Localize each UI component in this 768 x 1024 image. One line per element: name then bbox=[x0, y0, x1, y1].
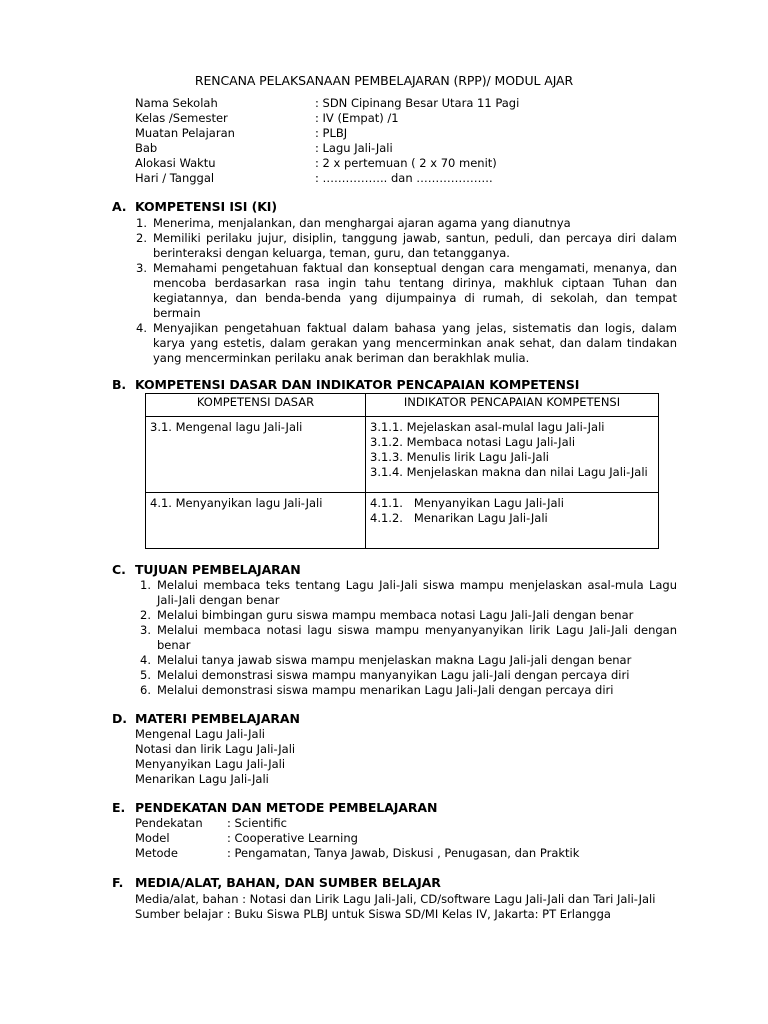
materi-item: Notasi dan lirik Lagu Jali-Jali bbox=[135, 742, 296, 756]
media-block bbox=[135, 892, 677, 922]
identity-value: : SDN Cipinang Besar Utara 11 Pagi bbox=[315, 96, 520, 110]
identity-label: Hari / Tanggal bbox=[135, 171, 215, 185]
pendekatan-label: Metode bbox=[135, 846, 178, 860]
indicator-cell bbox=[366, 417, 659, 493]
list-item bbox=[136, 321, 677, 366]
section-title: MATERI PEMBELAJARAN bbox=[135, 711, 300, 726]
list-item bbox=[140, 683, 677, 698]
list-text: Menerima, menjalankan, dan menghargai ajaran agama yang dianutnya bbox=[153, 216, 571, 230]
identity-label: Kelas /Semester bbox=[135, 111, 228, 125]
materi-list bbox=[135, 727, 295, 787]
pendekatan-value: : Scientific bbox=[227, 816, 287, 830]
document-title: RENCANA PELAKSANAAN PEMBELAJARAN (RPP)/ MODUL AJAR bbox=[194, 73, 574, 88]
materi-item: Menyanyikan Lagu Jali-Jali bbox=[135, 757, 286, 771]
pendekatan-label: Pendekatan bbox=[135, 816, 203, 830]
section-title: PENDEKATAN DAN METODE PEMBELAJARAN bbox=[135, 800, 438, 815]
list-number: 1. bbox=[136, 216, 147, 230]
section-letter: E. bbox=[112, 800, 126, 815]
identity-label: Alokasi Waktu bbox=[135, 156, 216, 170]
indicator-item: 4.1.2. Menarikan Lagu Jali-Jali bbox=[370, 511, 548, 525]
list-text: Menyajikan pengetahuan faktual dalam bahasa yang jelas, sistematis dan logis, dalam karya yang estetis, dalam gerakan yang mencerminkan anak sehat, dan dalam tindakan yang mencerminkan perilaku anak beriman dan berakhlak mulia. bbox=[153, 321, 677, 365]
list-text: Melalui bimbingan guru siswa mampu membaca notasi Lagu Jali-Jali dengan benar bbox=[157, 608, 634, 622]
identity-value: : PLBJ bbox=[315, 126, 348, 140]
indicator-item: 3.1.2. Membaca notasi Lagu Jali-Jali bbox=[370, 435, 576, 449]
list-item bbox=[140, 623, 677, 653]
section-title: TUJUAN PEMBELAJARAN bbox=[135, 562, 301, 577]
indicator-cell bbox=[366, 493, 659, 549]
media-alat-text: Media/alat, bahan : Notasi dan Lirik Lagu Jali-Jali, CD/software Lagu Jali-Jali dan Tari Jali-Jali bbox=[135, 892, 656, 906]
list-item bbox=[140, 653, 677, 668]
list-number: 4. bbox=[136, 321, 147, 335]
list-number: 3. bbox=[140, 623, 151, 637]
kd-cell: 3.1. Mengenal lagu Jali-Jali bbox=[146, 417, 366, 493]
list-item bbox=[136, 231, 677, 261]
list-number: 6. bbox=[140, 683, 151, 697]
kd-cell: 4.1. Menyanyikan lagu Jali-Jali bbox=[146, 493, 366, 549]
list-item bbox=[136, 261, 677, 321]
list-text: Melalui demonstrasi siswa mampu menarikan Lagu Jali-Jali dengan percaya diri bbox=[157, 683, 614, 697]
tujuan-list bbox=[140, 578, 677, 698]
table-row bbox=[146, 417, 659, 493]
identity-value: : IV (Empat) /1 bbox=[315, 111, 399, 125]
section-letter: D. bbox=[112, 711, 127, 726]
list-item bbox=[136, 216, 677, 231]
table-row bbox=[146, 493, 659, 549]
indicator-item: 3.1.4. Menjelaskan makna dan nilai Lagu Jali-Jali bbox=[370, 465, 648, 479]
materi-item: Mengenal Lagu Jali-Jali bbox=[135, 727, 265, 741]
list-text: Melalui demonstrasi siswa mampu manyanyikan Lagu jali-Jali dengan percaya diri bbox=[157, 668, 630, 682]
section-title: KOMPETENSI DASAR DAN INDIKATOR PENCAPAIAN KOMPETENSI bbox=[135, 377, 580, 392]
list-number: 4. bbox=[140, 653, 151, 667]
list-text: Memahami pengetahuan faktual dan konseptual dengan cara mengamati, menanya, dan mencoba berdasarkan rasa ingin tahu tentang dirinya, makhluk ciptaan Tuhan dan kegiatannya, dan benda-benda yang dijumpainya di rumah, di sekolah, dan tempat bermain bbox=[153, 261, 677, 320]
section-letter: F. bbox=[112, 875, 124, 890]
identity-label: Nama Sekolah bbox=[135, 96, 218, 110]
list-number: 5. bbox=[140, 668, 151, 682]
section-letter: B. bbox=[112, 377, 127, 392]
list-number: 2. bbox=[140, 608, 151, 622]
indicator-item: 3.1.1. Mejelaskan asal-mulal lagu Jali-Jali bbox=[370, 420, 605, 434]
list-number: 2. bbox=[136, 231, 147, 245]
sumber-belajar-text: Sumber belajar : Buku Siswa PLBJ untuk Siswa SD/MI Kelas IV, Jakarta: PT Erlangga bbox=[135, 907, 611, 921]
table-header-indicator: INDIKATOR PENCAPAIAN KOMPETENSI bbox=[366, 394, 659, 417]
section-letter: A. bbox=[112, 199, 127, 214]
list-item bbox=[140, 578, 677, 608]
list-number: 3. bbox=[136, 261, 147, 275]
pendekatan-label: Model bbox=[135, 831, 170, 845]
identity-value: : 2 x pertemuan ( 2 x 70 menit) bbox=[315, 156, 497, 170]
kd-indicator-table bbox=[145, 393, 659, 549]
ki-list bbox=[136, 216, 677, 366]
list-item bbox=[140, 608, 677, 623]
identity-value: : Lagu Jali-Jali bbox=[315, 141, 393, 155]
list-text: Memiliki perilaku jujur, disiplin, tanggung jawab, santun, peduli, dan percaya diri dalam berinteraksi dengan keluarga, teman, guru, dan tetangganya. bbox=[153, 231, 677, 260]
indicator-item: 3.1.3. Menulis lirik Lagu Jali-Jali bbox=[370, 450, 549, 464]
indicator-item: 4.1.1. Menyanyikan Lagu Jali-Jali bbox=[370, 496, 564, 510]
section-title: MEDIA/ALAT, BAHAN, DAN SUMBER BELAJAR bbox=[135, 875, 441, 890]
pendekatan-value: : Cooperative Learning bbox=[227, 831, 358, 845]
list-text: Melalui membaca notasi lagu siswa mampu menyanyanyikan lirik Lagu Jali-Jali dengan benar bbox=[157, 623, 677, 652]
identity-label: Muatan Pelajaran bbox=[135, 126, 235, 140]
identity-value: : …………….. dan ……………….. bbox=[315, 171, 493, 185]
table-header-kd: KOMPETENSI DASAR bbox=[146, 394, 366, 417]
list-text: Melalui tanya jawab siswa mampu menjelaskan makna Lagu Jali-jali dengan benar bbox=[157, 653, 632, 667]
materi-item: Menarikan Lagu Jali-Jali bbox=[135, 772, 269, 786]
section-letter: C. bbox=[112, 562, 126, 577]
identity-label: Bab bbox=[135, 141, 158, 155]
list-text: Melalui membaca teks tentang Lagu Jali-Jali siswa mampu menjelaskan asal-mula Lagu Jali-Jali dengan benar bbox=[157, 578, 677, 607]
table-header-row bbox=[146, 394, 659, 417]
list-number: 1. bbox=[140, 578, 151, 592]
list-item bbox=[140, 668, 677, 683]
section-title: KOMPETENSI ISI (KI) bbox=[135, 199, 277, 214]
pendekatan-value: : Pengamatan, Tanya Jawab, Diskusi , Penugasan, dan Praktik bbox=[227, 846, 580, 860]
